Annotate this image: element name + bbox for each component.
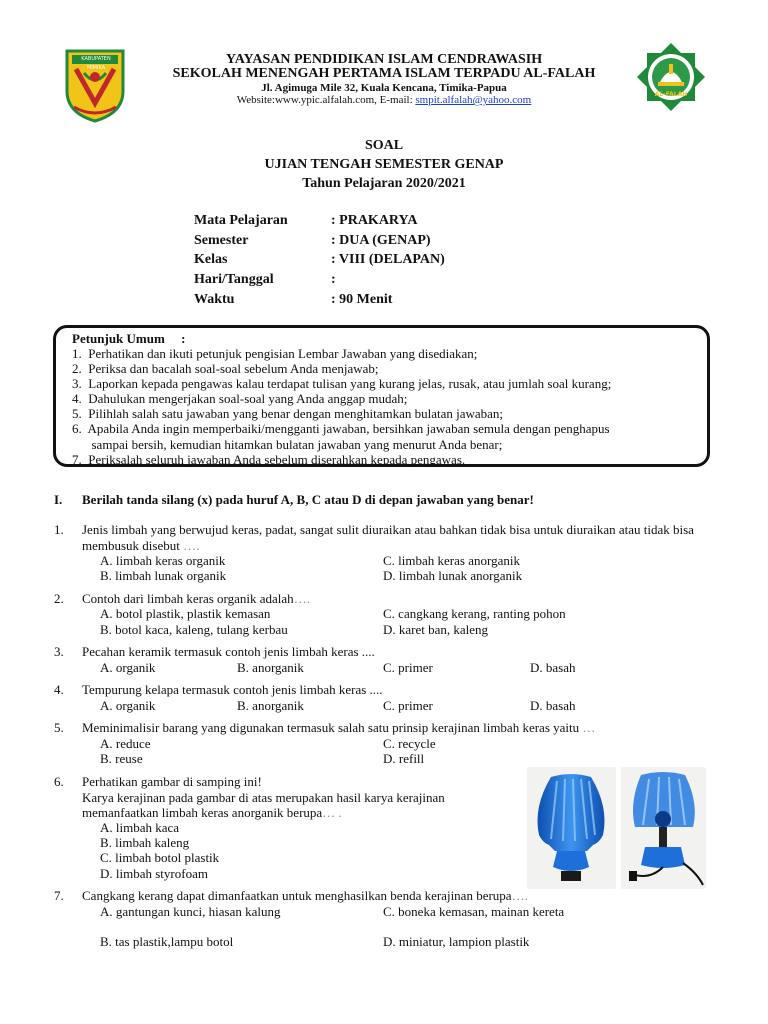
question-number: 3.	[54, 644, 64, 659]
question-text-line: membusuk disebut	[82, 538, 180, 553]
info-label-date: Hari/Tanggal	[194, 272, 274, 287]
question-text	[82, 538, 199, 553]
instruction-item: 6. Apabila Anda ingin memperbaiki/mengganti jawaban, bersihkan jawaban semula dengan penghapus	[72, 421, 610, 436]
foundation-name: YAYASAN PENDIDIKAN ISLAM CENDRAWASIH	[225, 52, 543, 67]
question-text-line: memanfaatkan limbah keras anorganik berupa	[82, 805, 323, 820]
instructions-title: Petunjuk Umum :	[72, 331, 186, 346]
question-text	[82, 888, 528, 903]
answer-option[interactable]: B. reuse	[100, 751, 143, 766]
question-text	[82, 591, 310, 606]
answer-option[interactable]: A. gantungan kunci, hiasan kalung	[100, 904, 281, 919]
answer-option[interactable]: B. anorganik	[237, 660, 304, 675]
answer-option[interactable]: B. botol kaca, kaleng, tulang kerbau	[100, 622, 288, 637]
instruction-item: 2. Periksa dan bacalah soal-soal sebelum Anda menjawab;	[72, 361, 379, 376]
question-text	[82, 720, 595, 735]
question-dots: …	[579, 720, 596, 735]
instruction-item: 5. Pilihlah salah satu jawaban yang benar dengan menghitamkan bulatan jawaban;	[72, 406, 504, 421]
question-text-line: Contoh dari limbah keras organik adalah	[82, 591, 294, 606]
exam-title-soal: SOAL	[364, 138, 404, 153]
al-falah-logo-text: AL-FALAH	[654, 91, 688, 98]
answer-option[interactable]: A. reduce	[100, 736, 151, 751]
school-address: Jl. Agimuga Mile 32, Kuala Kencana, Timika-Papua	[261, 82, 507, 94]
info-value-subject: : PRAKARYA	[331, 213, 418, 228]
email-link[interactable]: smpit.alfalah@yahoo.com	[415, 94, 532, 106]
question-number: 7.	[54, 888, 64, 903]
instruction-item: 1. Perhatikan dan ikuti petunjuk pengisian Lembar Jawaban yang disediakan;	[72, 346, 478, 361]
question-dots: … .	[322, 805, 342, 820]
question-dots: ….	[179, 538, 200, 553]
answer-option[interactable]: D. refill	[383, 751, 425, 766]
answer-option[interactable]: C. primer	[383, 698, 433, 713]
info-value-time: : 90 Menit	[331, 292, 393, 307]
question-dots: ….	[511, 888, 528, 903]
answer-option[interactable]: D. limbah styrofoam	[100, 866, 208, 881]
answer-option[interactable]: C. limbah keras anorganik	[383, 553, 520, 568]
question-number: 6.	[54, 774, 64, 789]
kabupaten-logo-text: KABUPATEN MIMIKA	[81, 56, 111, 71]
answer-option[interactable]: B. anorganik	[237, 698, 304, 713]
question-text: Tempurung kelapa termasuk contoh jenis limbah keras ....	[82, 682, 383, 697]
info-value-date: :	[331, 272, 336, 287]
answer-option[interactable]: C. cangkang kerang, ranting pohon	[383, 606, 566, 621]
school-contact	[0, 94, 768, 106]
instruction-item: 4. Dahulukan mengerjakan soal-soal yang Anda anggap mudah;	[72, 391, 408, 406]
website-text: Website:www.ypic.alfalah.com, E-mail:	[236, 94, 416, 106]
answer-option[interactable]: A. limbah kaca	[100, 820, 180, 835]
question-number: 2.	[54, 591, 64, 606]
answer-option[interactable]: D. basah	[530, 698, 576, 713]
answer-option[interactable]: A. limbah keras organik	[100, 553, 226, 568]
info-label-class: Kelas	[194, 252, 228, 267]
question-text-line: Cangkang kerang dapat dimanfaatkan untuk menghasilkan benda kerajinan berupa	[82, 888, 512, 903]
answer-option[interactable]: C. boneka kemasan, mainan kereta	[383, 904, 565, 919]
answer-option[interactable]: A. organik	[100, 698, 156, 713]
answer-option[interactable]: D. basah	[530, 660, 576, 675]
instruction-item: 3. Laporkan kepada pengawas kalau terdapat tulisan yang kurang jelas, rusak, atau jumlah soal kurang;	[72, 376, 612, 391]
exam-title-year: Tahun Pelajaran 2020/2021	[302, 176, 466, 191]
bottle-lamp-photo	[527, 767, 616, 889]
question-dots: ….	[293, 591, 310, 606]
answer-option[interactable]: A. botol plastik, plastik kemasan	[100, 606, 271, 621]
answer-option[interactable]: D. limbah lunak anorganik	[383, 568, 523, 583]
answer-option[interactable]: B. limbah kaleng	[100, 835, 190, 850]
question-text	[82, 805, 342, 820]
info-label-subject: Mata Pelajaran	[194, 213, 288, 228]
bottle-lamp-lit-photo	[621, 767, 706, 889]
answer-option[interactable]: C. primer	[383, 660, 433, 675]
question-text: Pecahan keramik termasuk contoh jenis limbah keras ....	[82, 644, 375, 659]
question-text: Perhatikan gambar di samping ini!	[82, 774, 262, 789]
answer-option[interactable]: D. karet ban, kaleng	[383, 622, 489, 637]
info-label-time: Waktu	[194, 292, 235, 307]
school-name: SEKOLAH MENENGAH PERTAMA ISLAM TERPADU AL-FALAH	[172, 66, 596, 81]
info-value-class: : VIII (DELAPAN)	[331, 252, 445, 267]
question-text: Jenis limbah yang berwujud keras, padat, sangat sulit diuraikan atau bahkan tidak bisa untuk diuraikan atau tidak bisa	[82, 522, 694, 537]
answer-option[interactable]: D. miniatur, lampion plastik	[383, 934, 530, 949]
answer-option[interactable]: B. limbah lunak organik	[100, 568, 227, 583]
question-text-line: Meminimalisir barang yang digunakan termasuk salah satu prinsip kerajinan limbah keras yaitu	[82, 720, 580, 735]
answer-option[interactable]: C. limbah botol plastik	[100, 850, 220, 865]
section-number: I.	[54, 492, 63, 507]
section-instruction: Berilah tanda silang (x) pada huruf A, B, C atau D di depan jawaban yang benar!	[82, 492, 534, 507]
instruction-item: 7. Periksalah seluruh jawaban Anda sebelum diserahkan kepada pengawas.	[72, 452, 466, 467]
question-text: Karya kerajinan pada gambar di atas merupakan hasil karya kerajinan	[82, 790, 445, 805]
exam-title-name: UJIAN TENGAH SEMESTER GENAP	[264, 157, 504, 172]
question-number: 5.	[54, 720, 64, 735]
question-number: 1.	[54, 522, 64, 537]
info-value-semester: : DUA (GENAP)	[331, 233, 431, 248]
instruction-item: sampai bersih, kemudian hitamkan bulatan jawaban yang menurut Anda benar;	[72, 437, 503, 452]
answer-option[interactable]: A. organik	[100, 660, 156, 675]
question-number: 4.	[54, 682, 64, 697]
answer-option[interactable]: C. recycle	[383, 736, 436, 751]
answer-option[interactable]: B. tas plastik,lampu botol	[100, 934, 234, 949]
info-label-semester: Semester	[194, 233, 249, 248]
